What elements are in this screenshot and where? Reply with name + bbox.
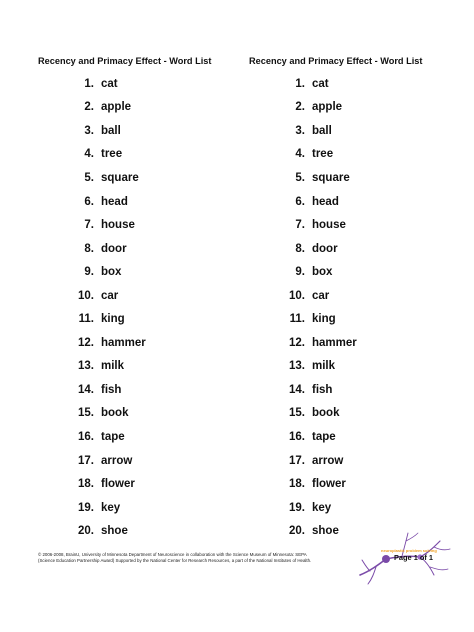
item-number: 5. [84,171,94,184]
list-item [38,237,146,261]
item-word: ball [101,124,121,137]
item-number: 6. [295,195,305,208]
item-number: 11. [78,313,94,326]
item-word: king [101,313,125,326]
list-item [249,284,357,308]
item-word: milk [312,360,336,373]
list-item [38,378,146,402]
logo-tagline: neuroplastic problem solving [381,548,437,553]
list-item [249,96,357,120]
list-item [38,213,146,237]
list-item [38,402,146,426]
item-word: apple [101,101,132,114]
item-number: 7. [295,219,305,232]
item-word: hammer [101,336,146,349]
item-number: 1. [84,77,94,90]
list-item [249,213,357,237]
item-number: 19. [78,501,94,514]
list-item [249,143,357,167]
list-item [249,166,357,190]
item-number: 8. [295,242,305,255]
item-number: 13. [78,360,94,373]
item-number: 3. [84,124,94,137]
item-word: head [101,195,128,208]
item-number: 15. [78,407,94,420]
item-number: 9. [295,266,305,279]
item-number: 9. [84,266,94,279]
column-title: Recency and Primacy Effect - Word List [249,56,423,66]
item-word: car [101,289,119,302]
item-word: apple [312,101,343,114]
item-word: car [312,289,330,302]
item-number: 16. [289,430,305,443]
list-item [38,425,146,449]
list-item [38,496,146,520]
footer-line: © 2006-2008, BrainU, University of Minnesota Department of Neuroscience in collaboration with the Science Museum of Minnesota: SEPA [38,552,307,557]
item-number: 12. [289,336,305,349]
item-number: 10. [78,289,94,302]
item-number: 18. [289,478,305,491]
item-number: 3. [295,124,305,137]
column-title: Recency and Primacy Effect - Word List [38,56,212,66]
item-number: 2. [84,101,94,114]
list-item [38,355,146,379]
item-word: door [101,242,127,255]
item-word: square [101,171,139,184]
item-word: door [312,242,338,255]
word-list [249,72,357,543]
item-number: 14. [78,383,94,396]
list-item [38,260,146,284]
word-list-column-right [249,54,449,538]
list-item [249,402,357,426]
item-number: 1. [295,77,305,90]
item-number: 20. [289,525,305,538]
item-number: 6. [84,195,94,208]
list-item [249,425,357,449]
item-word: book [312,407,340,420]
item-word: tape [312,430,336,443]
item-word: book [101,407,129,420]
item-number: 17. [289,454,305,467]
list-item [249,260,357,284]
footer-line: (Science Education Partnership Award) Supported by the National Center for Research Resources, a part of the National Institutes of Health. [38,558,312,563]
item-number: 15. [289,407,305,420]
item-word: arrow [101,454,133,467]
item-word: house [312,219,346,232]
item-word: box [101,266,122,279]
item-word: cat [101,77,118,90]
item-word: key [101,501,121,514]
item-number: 20. [78,525,94,538]
word-list-column-left [38,54,238,538]
list-item [38,190,146,214]
item-word: ball [312,124,332,137]
copyright-footer [38,552,378,564]
item-number: 4. [84,148,94,161]
list-item [249,119,357,143]
item-word: fish [312,383,333,396]
list-item [38,331,146,355]
item-word: tree [312,148,334,161]
item-number: 10. [289,289,305,302]
list-item [38,143,146,167]
item-word: tree [101,148,123,161]
item-word: hammer [312,336,357,349]
item-number: 13. [289,360,305,373]
list-item [249,237,357,261]
item-word: milk [101,360,125,373]
item-word: tape [101,430,125,443]
list-item [249,307,357,331]
list-item [38,166,146,190]
list-item [249,449,357,473]
list-item [249,72,357,96]
list-item [38,449,146,473]
item-word: fish [101,383,122,396]
item-word: box [312,266,333,279]
page-number: Page 1 of 1 [394,553,434,562]
item-word: cat [312,77,329,90]
item-number: 5. [295,171,305,184]
list-item [38,472,146,496]
item-number: 4. [295,148,305,161]
item-word: house [101,219,135,232]
item-number: 11. [289,313,305,326]
item-number: 14. [289,383,305,396]
list-item [249,331,357,355]
item-word: flower [101,478,135,491]
list-item [249,496,357,520]
item-number: 16. [78,430,94,443]
item-number: 2. [295,101,305,114]
item-number: 18. [78,478,94,491]
list-item [249,378,357,402]
item-number: 7. [84,219,94,232]
list-item [249,190,357,214]
item-word: king [312,313,336,326]
word-list [38,72,146,543]
item-word: arrow [312,454,344,467]
list-item [38,119,146,143]
list-item [38,519,146,543]
item-number: 17. [78,454,94,467]
item-word: flower [312,478,346,491]
item-word: shoe [101,525,128,538]
list-item [249,355,357,379]
item-number: 19. [289,501,305,514]
list-item [38,96,146,120]
item-word: square [312,171,350,184]
list-item [249,472,357,496]
item-number: 8. [84,242,94,255]
item-word: key [312,501,332,514]
item-word: shoe [312,525,339,538]
list-item [38,307,146,331]
list-item [38,72,146,96]
list-item [38,284,146,308]
item-number: 12. [78,336,94,349]
list-item [249,519,357,543]
item-word: head [312,195,339,208]
